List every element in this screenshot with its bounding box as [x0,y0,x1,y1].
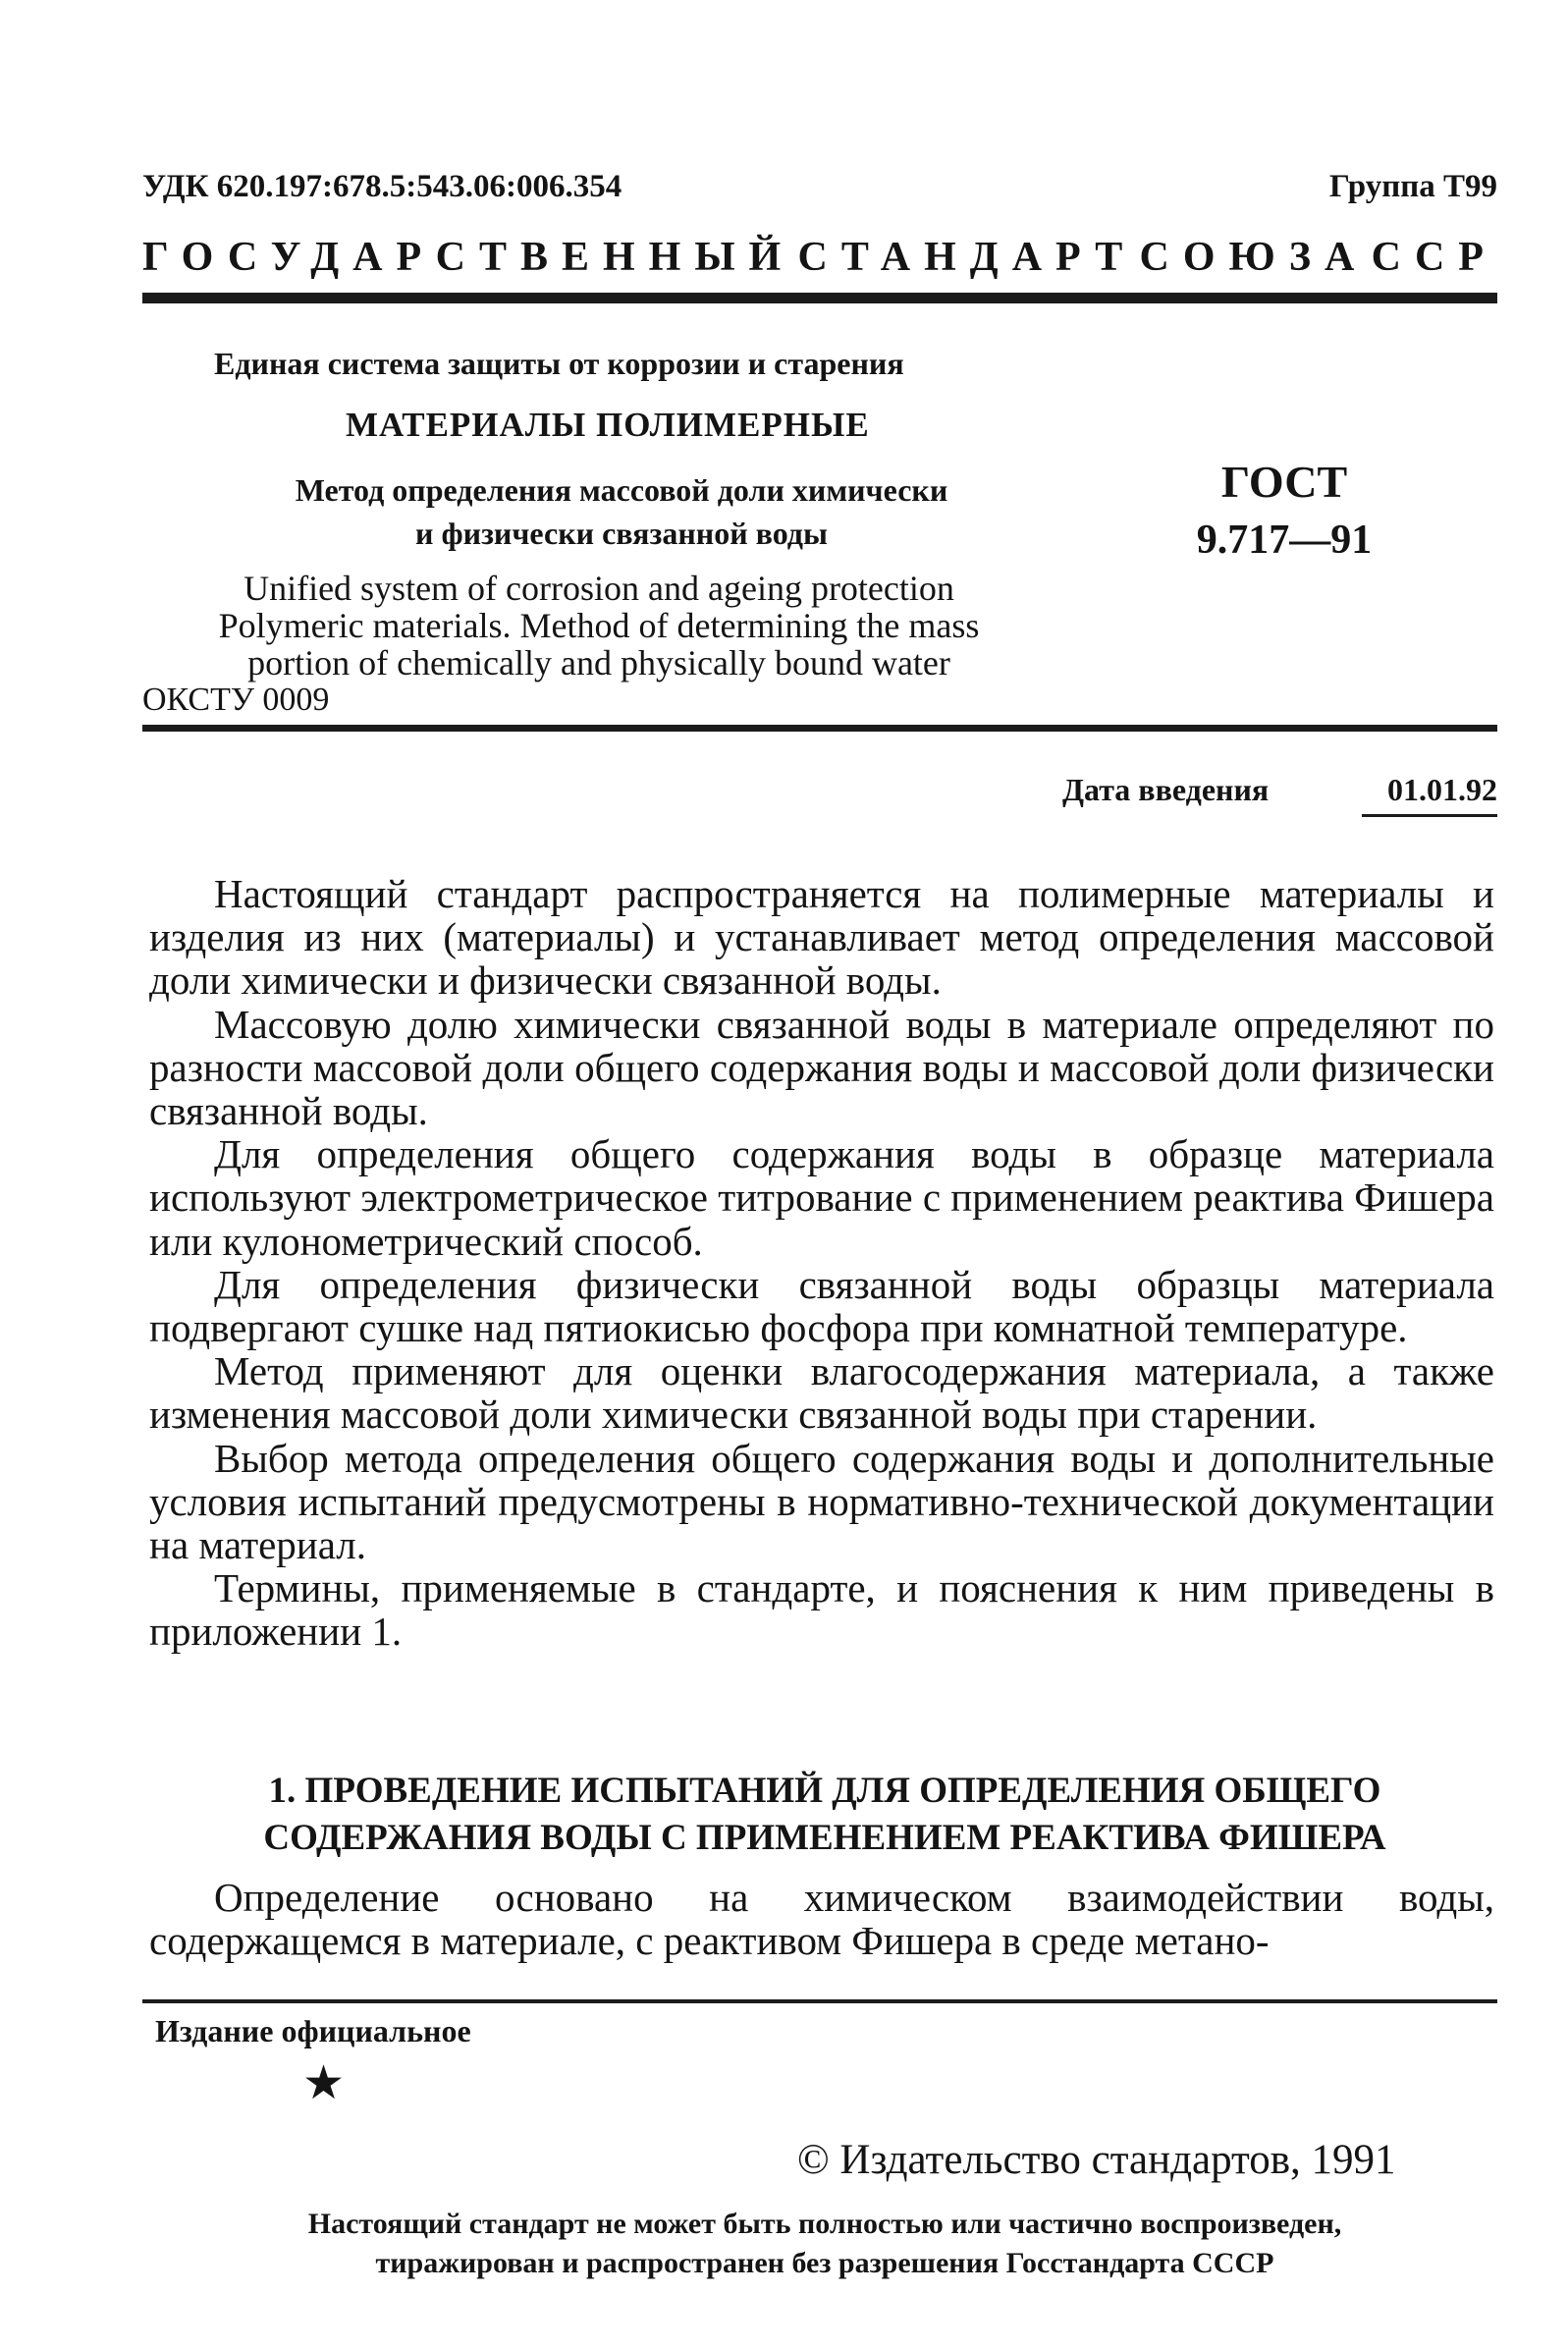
state-standard-heading [142,234,1497,281]
date-value: 01.01.92 [1362,772,1497,817]
state-standard-word: СОЮЗА [1139,235,1369,280]
paragraph: Термины, применяемые в стандарте, и пояснения к ним приведены в приложении 1. [149,1565,1494,1655]
english-title-line1: Unified system of corrosion and ageing protection [243,569,954,608]
gost-label: ГОСТ [1220,457,1348,507]
date-label: Дата введения [1062,772,1270,807]
section-title [147,1768,1502,1862]
body-text [149,872,1494,1654]
state-standard-word: ССР [1371,235,1497,280]
copyright-notice-line2: тиражирован и распространен без разрешения Госстандарта СССР [375,2247,1274,2279]
star-icon: ★ [302,2057,346,2109]
english-title-line3: portion of chemically and physically bound water [247,643,950,683]
method-title-line1: Метод определения массовой доли химически [295,472,948,508]
publisher-copyright: © Издательство стандартов, 1991 [797,2137,1396,2183]
title-rule [142,725,1497,732]
materials-title: МАТЕРИАЛЫ ПОЛИМЕРНЫЕ [346,406,870,444]
copyright-notice-line1: Настоящий стандарт не может быть полностью или частично воспроизведен, [307,2208,1342,2240]
paragraph: Метод применяют для оценки влагосодержания материала, а также изменения массовой доли химически связанной воды при старении. [149,1348,1494,1438]
paragraph: Массовую долю химически связанной воды в материале определяют по разности массовой доли общего содержания воды и массовой доли физически связанной воды. [149,1001,1494,1134]
paragraph: Определение основано на химическом взаимодействии воды, содержащемся в материале, с реактивом Фишера в среде метано- [149,1875,1494,1963]
paragraph: Выбор метода определения общего содержания воды и дополнительные условия испытаний предусмотрены в нормативно-технической документации на материал. [149,1435,1494,1568]
english-title-line2: Polymeric materials. Method of determining the mass [218,606,980,645]
group-code: Группа Т99 [1328,169,1497,204]
footer-rule [142,1999,1497,2003]
system-title: Единая система защиты от коррозии и старения [214,346,904,381]
paragraph: Для определения общего содержания воды в образце материала используют электрометрическое титрование с применением реактива Фишера или кулонометрический способ. [149,1131,1494,1264]
udk-code: УДК 620.197:678.5:543.06:006.354 [142,169,622,204]
method-title [239,468,1004,555]
state-standard-word: СТАНДАРТ [797,235,1137,280]
paragraph: Настоящий стандарт распространяется на полимерные материалы и изделия из них (материалы) и устанавливает метод определения массовой доли химически и физически связанной воды. [149,871,1494,1004]
english-title [142,570,1055,682]
paragraph: Для определения физически связанной воды образцы материала подвергают сушке над пятиокисью фосфора при комнатной температуре. [149,1261,1494,1351]
section-title-line2: СОДЕРЖАНИЯ ВОДЫ С ПРИМЕНЕНИЕМ РЕАКТИВА ФИШЕРА [263,1818,1386,1858]
section-title-line1: 1. ПРОВЕДЕНИЕ ИСПЫТАНИЙ ДЛЯ ОПРЕДЕЛЕНИЯ ОБЩЕГО [268,1771,1381,1811]
oksty-code: ОКСТУ 0009 [142,682,330,718]
copyright-notice [147,2205,1502,2283]
section-text [149,1876,1494,1962]
header-rule [142,293,1497,303]
method-title-line2: и физически связанной воды [415,516,828,551]
state-standard-word: ГОСУДАРСТВЕННЫЙ [142,235,795,280]
gost-number: 9.717—91 [1196,518,1373,563]
official-edition-label: Издание официальное [155,2013,471,2048]
